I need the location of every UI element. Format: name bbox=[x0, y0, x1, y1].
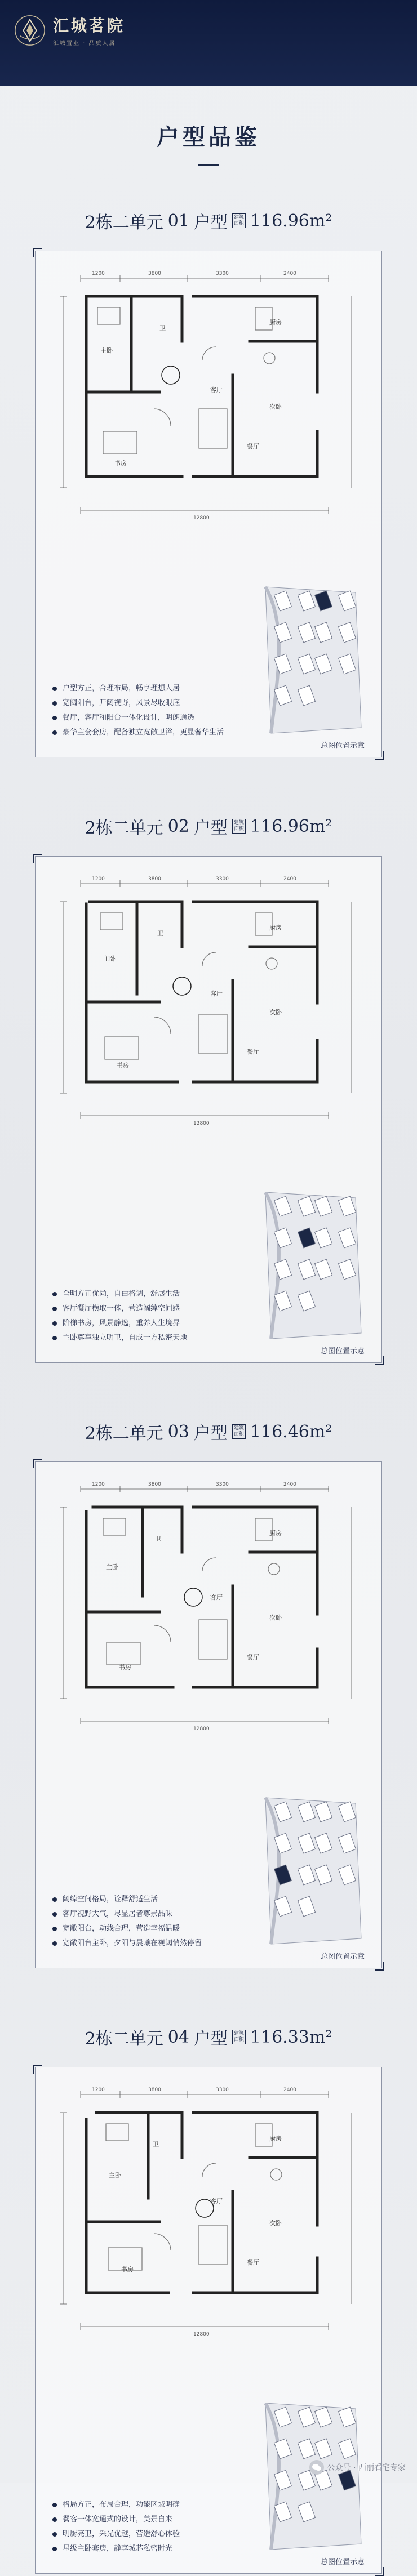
svg-text:书房: 书房 bbox=[114, 460, 127, 467]
feature-text: 客厅餐厅横取一体，营造阔绰空间感 bbox=[63, 1304, 180, 1313]
floor-plan-card bbox=[35, 251, 382, 757]
bullet-icon bbox=[52, 1307, 57, 1311]
unit-section-03 bbox=[0, 1419, 417, 1961]
svg-text:厨房: 厨房 bbox=[269, 1530, 282, 1537]
svg-text:次卧: 次卧 bbox=[269, 1614, 282, 1621]
site-plan-label: 总图位置示意 bbox=[320, 742, 365, 750]
unit-number: 04 bbox=[167, 2027, 189, 2047]
bullet-icon bbox=[52, 1927, 57, 1931]
unit-type-label: 户型 bbox=[193, 1424, 228, 1443]
floor-plan bbox=[47, 2079, 371, 2343]
svg-text:主卧: 主卧 bbox=[106, 1563, 118, 1571]
feature-list bbox=[52, 1892, 233, 1951]
feature-text: 阔绰空间格局，诠释舒适生活 bbox=[63, 1895, 158, 1904]
site-plan-map bbox=[254, 1792, 367, 1950]
area-tag-line2: 面积 bbox=[233, 1432, 244, 1437]
svg-text:3300: 3300 bbox=[216, 271, 229, 277]
svg-text:客厅: 客厅 bbox=[210, 386, 223, 394]
feature-list bbox=[52, 1287, 233, 1345]
feature-item bbox=[52, 1892, 233, 1907]
unit-section-02 bbox=[0, 814, 417, 1356]
feature-text: 主卧尊享独立明卫，自成一方私密天地 bbox=[63, 1334, 188, 1342]
feature-text: 餐客一体宽通式的设计，美景自来 bbox=[63, 2515, 173, 2524]
svg-text:2400: 2400 bbox=[283, 2087, 296, 2093]
footer-watermark bbox=[309, 2460, 406, 2475]
feature-text: 餐厅，客厅和阳台一体化设计，明朗通透 bbox=[63, 714, 195, 722]
svg-text:主卧: 主卧 bbox=[109, 2172, 121, 2179]
svg-text:厨房: 厨房 bbox=[269, 2135, 282, 2142]
feature-text: 客厅视野大气，尽显居者尊崇品味 bbox=[63, 1910, 173, 1918]
title-divider bbox=[198, 164, 219, 166]
unit-title bbox=[0, 814, 417, 853]
feature-item bbox=[52, 725, 233, 740]
site-plan-map bbox=[254, 2397, 367, 2555]
site-plan-map bbox=[254, 1187, 367, 1344]
area-tag bbox=[232, 819, 246, 834]
svg-text:主卧: 主卧 bbox=[100, 347, 113, 354]
unit-type-label: 户型 bbox=[193, 213, 228, 233]
feature-item bbox=[52, 2512, 233, 2527]
bullet-icon bbox=[52, 701, 57, 706]
unit-area: 116.96m² bbox=[250, 211, 332, 231]
svg-text:书房: 书房 bbox=[117, 1062, 129, 1069]
svg-text:3800: 3800 bbox=[148, 271, 161, 277]
feature-text: 全明方正优尚，自由格调，舒展生活 bbox=[63, 1290, 180, 1298]
page-title-area bbox=[0, 86, 417, 226]
svg-text:客厅: 客厅 bbox=[210, 2198, 223, 2205]
feature-text: 户型方正，合理布局，畅享理想人居 bbox=[63, 684, 180, 693]
area-tag-line1: 建筑 bbox=[233, 2031, 244, 2036]
svg-text:餐厅: 餐厅 bbox=[247, 1048, 259, 1055]
bullet-icon bbox=[52, 2517, 57, 2522]
area-tag bbox=[232, 213, 246, 228]
svg-text:客厅: 客厅 bbox=[210, 990, 223, 997]
unit-number: 02 bbox=[167, 816, 189, 836]
floor-plan bbox=[47, 262, 371, 527]
svg-text:卫: 卫 bbox=[159, 324, 166, 332]
svg-text:厨房: 厨房 bbox=[269, 319, 282, 326]
wechat-icon bbox=[309, 2460, 324, 2475]
svg-text:卫: 卫 bbox=[153, 2141, 159, 2148]
area-tag-line2: 面积 bbox=[233, 2037, 244, 2043]
unit-title-prefix: 2栋二单元 bbox=[85, 818, 163, 838]
bullet-icon bbox=[52, 716, 57, 720]
svg-text:12800: 12800 bbox=[193, 515, 210, 521]
floor-plan-drawing bbox=[47, 868, 371, 1133]
unit-type-label: 户型 bbox=[193, 2029, 228, 2049]
bullet-icon bbox=[52, 2503, 57, 2507]
bullet-icon bbox=[52, 1292, 57, 1296]
feature-item bbox=[52, 1302, 233, 1316]
floor-plan-card bbox=[35, 2067, 382, 2574]
feature-text: 明厨亮卫，采光优越，营造舒心体验 bbox=[63, 2530, 180, 2538]
brand-tagline: 汇城置业 · 品质人居 bbox=[53, 41, 116, 47]
svg-text:1200: 1200 bbox=[92, 271, 105, 277]
feature-text: 阶梯书房，风景静逸，重养人生境界 bbox=[63, 1319, 180, 1327]
unit-type-label: 户型 bbox=[193, 818, 228, 838]
feature-item bbox=[52, 2527, 233, 2542]
unit-section-01 bbox=[0, 208, 417, 750]
site-plan-label: 总图位置示意 bbox=[320, 1953, 365, 1961]
area-tag-line1: 建筑 bbox=[233, 1425, 244, 1431]
svg-text:2400: 2400 bbox=[283, 876, 296, 882]
svg-text:1200: 1200 bbox=[92, 1482, 105, 1487]
svg-text:3800: 3800 bbox=[148, 1482, 161, 1487]
floor-plan-drawing bbox=[47, 2079, 371, 2343]
unit-area: 116.33m² bbox=[250, 2027, 332, 2047]
svg-text:12800: 12800 bbox=[193, 2332, 210, 2337]
floor-plan-drawing bbox=[47, 262, 371, 527]
svg-text:次卧: 次卧 bbox=[269, 1009, 282, 1016]
bullet-icon bbox=[52, 1321, 57, 1326]
bullet-icon bbox=[52, 1897, 57, 1902]
site-plan bbox=[254, 581, 367, 739]
unit-area: 116.46m² bbox=[250, 1421, 332, 1442]
feature-item bbox=[52, 1331, 233, 1345]
unit-title bbox=[0, 208, 417, 248]
site-plan bbox=[254, 1187, 367, 1344]
feature-text: 星级主卧套房，静享城芯私密时光 bbox=[63, 2544, 173, 2553]
site-plan-map bbox=[254, 581, 367, 739]
floor-plan-card bbox=[35, 856, 382, 1363]
site-plan-label: 总图位置示意 bbox=[320, 1347, 365, 1356]
svg-text:主卧: 主卧 bbox=[103, 955, 116, 962]
svg-text:12800: 12800 bbox=[193, 1121, 210, 1126]
svg-text:3800: 3800 bbox=[148, 876, 161, 882]
unit-title bbox=[0, 1419, 417, 1459]
unit-area: 116.96m² bbox=[250, 816, 332, 836]
area-tag-line1: 建筑 bbox=[233, 820, 244, 826]
brand-crest-icon bbox=[14, 14, 46, 47]
svg-text:1200: 1200 bbox=[92, 876, 105, 882]
feature-item bbox=[52, 2498, 233, 2512]
unit-number: 01 bbox=[167, 211, 189, 231]
svg-text:1200: 1200 bbox=[92, 2087, 105, 2093]
unit-number: 03 bbox=[167, 1421, 189, 1442]
unit-title-prefix: 2栋二单元 bbox=[85, 213, 163, 233]
floor-plan-card bbox=[35, 1461, 382, 1968]
feature-text: 宽敞阳台主卧，夕阳与晨曦在视阈悄然停留 bbox=[63, 1939, 202, 1947]
feature-item bbox=[52, 711, 233, 725]
feature-item bbox=[52, 1922, 233, 1936]
footer-text: 公众号 · 西丽看宅专家 bbox=[327, 2463, 406, 2472]
floor-plan bbox=[47, 868, 371, 1133]
feature-item bbox=[52, 2542, 233, 2556]
floor-plan-drawing bbox=[47, 1473, 371, 1738]
area-tag-line2: 面积 bbox=[233, 826, 244, 832]
floor-plan bbox=[47, 1473, 371, 1738]
brand-logo bbox=[14, 14, 125, 47]
feature-item bbox=[52, 681, 233, 696]
feature-text: 宽阔阳台，开阔视野，风景尽收眼底 bbox=[63, 699, 180, 707]
svg-text:3300: 3300 bbox=[216, 1482, 229, 1487]
svg-text:餐厅: 餐厅 bbox=[247, 2259, 259, 2266]
site-plan-label: 总图位置示意 bbox=[320, 2558, 365, 2566]
svg-text:餐厅: 餐厅 bbox=[247, 443, 259, 450]
svg-text:餐厅: 餐厅 bbox=[247, 1654, 259, 1661]
bullet-icon bbox=[52, 730, 57, 735]
svg-text:卫: 卫 bbox=[155, 1535, 161, 1543]
svg-text:书房: 书房 bbox=[121, 2266, 134, 2273]
feature-item bbox=[52, 1316, 233, 1331]
svg-text:厨房: 厨房 bbox=[269, 924, 282, 932]
bullet-icon bbox=[52, 2532, 57, 2537]
svg-text:卫: 卫 bbox=[157, 930, 163, 937]
svg-text:次卧: 次卧 bbox=[269, 2220, 282, 2227]
unit-title bbox=[0, 2025, 417, 2064]
brand-header bbox=[0, 0, 417, 86]
site-plan bbox=[254, 1792, 367, 1950]
feature-text: 宽敞阳台，动线合理，营造幸福温暖 bbox=[63, 1924, 180, 1933]
area-tag-line1: 建筑 bbox=[233, 215, 244, 220]
svg-text:2400: 2400 bbox=[283, 1482, 296, 1487]
svg-text:次卧: 次卧 bbox=[269, 403, 282, 411]
bullet-icon bbox=[52, 687, 57, 691]
feature-item bbox=[52, 1907, 233, 1922]
bullet-icon bbox=[52, 1336, 57, 1340]
feature-text: 豪华主套套房，配备独立宽敞卫浴，更显奢华生活 bbox=[63, 728, 224, 737]
svg-text:书房: 书房 bbox=[119, 1664, 131, 1671]
feature-list bbox=[52, 681, 233, 740]
feature-item bbox=[52, 1936, 233, 1951]
feature-item bbox=[52, 1287, 233, 1302]
feature-list bbox=[52, 2498, 233, 2556]
feature-text: 格局方正，布局合理，功能区域明确 bbox=[63, 2501, 180, 2509]
site-plan bbox=[254, 2397, 367, 2555]
area-tag bbox=[232, 2030, 246, 2044]
bullet-icon bbox=[52, 2547, 57, 2551]
svg-text:3300: 3300 bbox=[216, 876, 229, 882]
bullet-icon bbox=[52, 1912, 57, 1917]
svg-text:客厅: 客厅 bbox=[210, 1594, 223, 1601]
unit-title-prefix: 2栋二单元 bbox=[85, 1424, 163, 1443]
area-tag bbox=[232, 1424, 246, 1439]
area-tag-line2: 面积 bbox=[233, 221, 244, 226]
svg-text:2400: 2400 bbox=[283, 271, 296, 277]
bullet-icon bbox=[52, 1941, 57, 1946]
feature-item bbox=[52, 696, 233, 711]
unit-title-prefix: 2栋二单元 bbox=[85, 2029, 163, 2049]
svg-text:3300: 3300 bbox=[216, 2087, 229, 2093]
svg-text:3800: 3800 bbox=[148, 2087, 161, 2093]
page-title: 户型品鉴 bbox=[157, 124, 260, 150]
brand-name: 汇城茗院 bbox=[53, 16, 126, 35]
svg-text:12800: 12800 bbox=[193, 1726, 210, 1732]
